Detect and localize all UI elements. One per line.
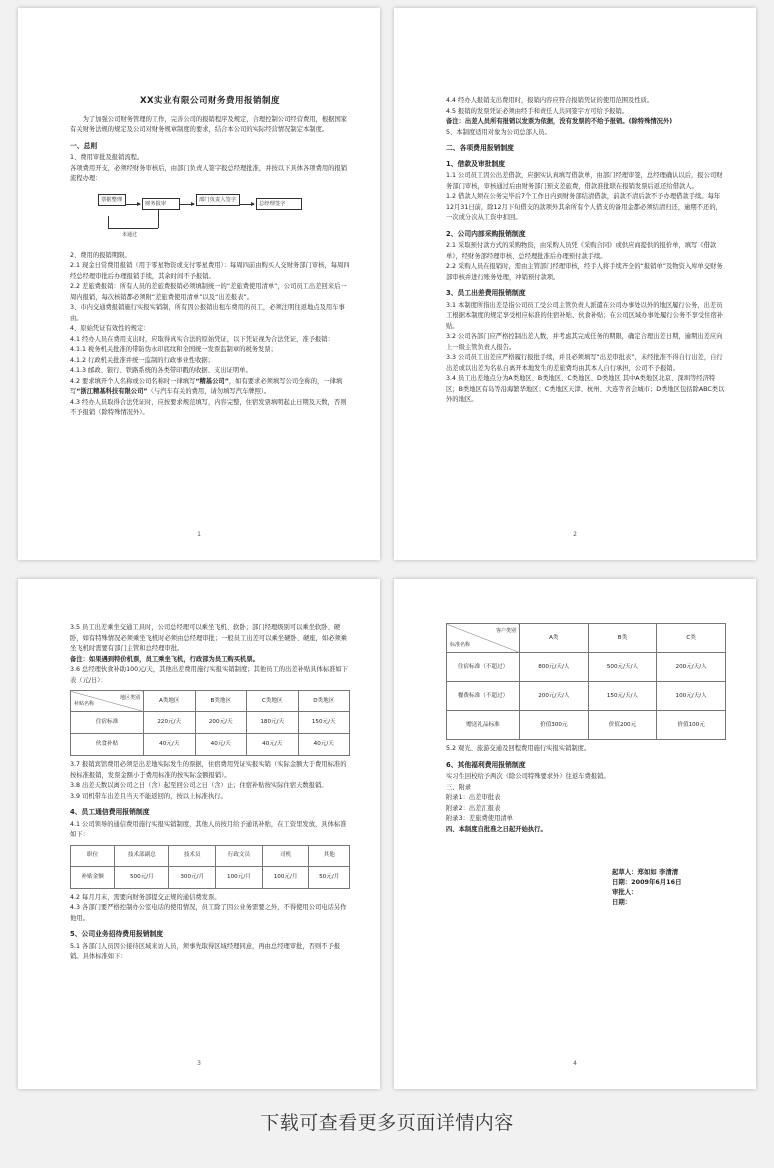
flow-arrow xyxy=(180,204,194,205)
table-cell: 价值300元 xyxy=(520,711,589,740)
paragraph: 4.3 各部门要严格控制办公室电话的使用情况，员工除了因公业务需要之外，不得使用公司电话另作他用。 xyxy=(70,904,347,922)
travel-allowance-table xyxy=(70,690,350,756)
page-number: 2 xyxy=(573,531,577,538)
approval-flowchart xyxy=(70,188,350,248)
paragraph: 3.7 报销宾馆费用必须是出差地实际发生的票据，住宿费用凭证实报实销（实际金额大于费用标准的按标准报销，发票金额小于费用标准的按实际金额报销）。 xyxy=(70,761,347,779)
section-heading: 二、各项费用报销制度 xyxy=(446,144,514,152)
table-header-row xyxy=(71,845,350,866)
appendix-item: 附录1：出差审批表 xyxy=(446,794,501,801)
paragraph: 2、费用的报销期限。 xyxy=(70,251,131,259)
paragraph: 3.9 司机带车出差且当天不能返回的，按以上标准执行。 xyxy=(70,792,227,800)
table-cell: 500元/月 xyxy=(115,866,169,888)
flow-return-line xyxy=(108,228,158,229)
subsection-heading: 6、其他福利费用报销制度 xyxy=(446,760,526,769)
table-cell: 50元/月 xyxy=(309,866,350,888)
page-3-content xyxy=(70,623,350,963)
flow-step-receipts: 票据整理 xyxy=(98,194,126,206)
paragraph: 3.2 公司各部门应严格控制出差人数，并考虑其完成任务的期限，确定合理出差日期，逾期出差应向上一级主管负责人报告。 xyxy=(446,333,723,351)
page-2-content xyxy=(446,96,726,406)
appendix-heading: 三、附录 xyxy=(446,783,472,791)
table-cell: 价值200元 xyxy=(588,711,657,740)
paragraph: 1.2 借款人须在公务完毕后7个工作日内到财务部结清借款，前款不清后款不予办理借款手续。每年12月31日前，除12月下旬借支的款项外其余所有个人借支的备用金都必须结清归还，逾期不还的，一次或分次从工资中扣回。 xyxy=(446,193,722,221)
paragraph: 各项费用开支，必须经财务审核后，由部门负责人签字报总经理批准，并按以下具体各项费用的报销流程办理： xyxy=(70,164,348,182)
table-row xyxy=(71,712,350,734)
table-cell: 价值100元 xyxy=(657,711,726,740)
page-number: 4 xyxy=(573,1060,577,1067)
table-cell: 40元/天 xyxy=(144,734,196,756)
document-page-1 xyxy=(18,8,380,560)
table-cell: 150元/天/人 xyxy=(588,682,657,711)
text-run: （与汽车有关的费用，请勿填写汽车牌照）。 xyxy=(147,388,271,395)
paragraph: 4.2 每月月末，需要向财务部提交正规的通信费发票。 xyxy=(70,893,221,901)
table-header-cell: A类地区 xyxy=(144,691,196,712)
table-cell: 800元/天/人 xyxy=(520,653,589,682)
company-full-name: “浙江精基科技有限公司” xyxy=(76,388,148,395)
flow-return-line xyxy=(108,216,109,228)
row-label: 赠送礼品标准 xyxy=(447,711,520,740)
table-header-cell: A类 xyxy=(520,624,589,653)
approver-line: 审批人： xyxy=(612,888,638,896)
corner-label-bottom: 标准名称 xyxy=(450,641,471,648)
paragraph: 1.1 公司员工因公出差借款，应据实认真填写借款单，由部门经理审签，总经理确认以后，报公司财务部门审核，审核通过后由财务部门预支差旅费，借款准批联在报销发票后返还给借款人。 xyxy=(446,172,723,190)
table-header-cell: 行政文员 xyxy=(216,845,263,866)
row-label: 补贴金额 xyxy=(71,866,115,888)
drafter-line: 起草人：郑如如 李清清 xyxy=(612,868,679,876)
paragraph: 5.2 观光、旅游交通及回程费用施行实报实销制度。 xyxy=(446,745,591,752)
subsection-heading: 4、员工通信费用报销制度 xyxy=(70,808,150,816)
effective-clause: 四、本制度自批准之日起开始执行。 xyxy=(446,825,547,833)
paragraph xyxy=(70,377,350,398)
paragraph: 4.5 报销的发票凭证必须由经手和责任人共同签字方可给予报销。 xyxy=(446,107,629,115)
table-header-cell: D类地区 xyxy=(298,691,350,712)
table-row xyxy=(71,866,350,888)
page-number: 1 xyxy=(197,531,201,538)
corner-label-top: 客户类别 xyxy=(495,628,516,634)
paragraph: 3、市内交通费报销施行实报实销制，所有因公报销出租车费用的员工，必须注明往返地点及用车事由。 xyxy=(70,304,345,322)
table-row xyxy=(71,734,350,756)
flow-arrow xyxy=(240,204,254,205)
table-header-row xyxy=(447,624,726,653)
row-label: 餐费标准（不超过） xyxy=(447,682,520,711)
flow-step-gm: 总经理签字 xyxy=(256,198,302,210)
company-short-name: “精基公司” xyxy=(195,377,229,385)
table-corner-cell xyxy=(447,624,520,653)
table-cell: 220元/天 xyxy=(144,712,196,734)
corner-label-bottom: 补贴名称 xyxy=(74,700,95,707)
table-cell: 200元/天 xyxy=(195,712,247,734)
paragraph: 4.1.2 行政机关批准并统一监制的行政事业性收据； xyxy=(70,356,214,364)
document-page-3 xyxy=(18,579,380,1089)
paragraph: 4.1.3 邮政、银行、铁路系统的各类带印戳的收据、支出证明单。 xyxy=(70,367,252,374)
approval-date-line: 日期： xyxy=(612,898,632,906)
page-number: 3 xyxy=(197,1060,201,1067)
subsection-heading: 3、员工出差费用报销制度 xyxy=(446,289,526,297)
table-header-cell: C类 xyxy=(657,624,726,653)
flow-return-line xyxy=(158,210,159,228)
paragraph: 3.1 本制度所指出差是指公司员工受公司主管负责人派遣在公司办事处以外的地区履行公务，出差员工根据本制度的规定享受相应标准的住宿补贴、伙食补贴；在公司区域办事处履行公务不享受住宿补贴。 xyxy=(446,301,724,330)
appendix-item: 附录2：出差汇报表 xyxy=(446,804,501,812)
table-header-cell: 技术部副总 xyxy=(115,845,169,866)
paragraph: 4、原始凭证有效性的规定： xyxy=(70,325,150,332)
text-run: ，如有要求必须填写公司全称的，一律填写 xyxy=(70,377,343,395)
table-cell: 100元/月 xyxy=(216,866,263,888)
paragraph: 2.1 采取预付款方式的采购物资，由采购人员凭《采购合同》或供应商提供的报价单，填写《借款单》，经财务部经理审核、总经理批准后办理预付款手续。 xyxy=(446,242,717,260)
note: 备注：出差人员所有报销以发票为依据，没有发票的不给予报销。(除特殊情况外) xyxy=(446,118,673,125)
table-header-row xyxy=(71,691,350,712)
table-header-cell: 其他 xyxy=(309,845,350,866)
subsection-heading: 5、公司业务招待费用报销制度 xyxy=(70,930,164,938)
paragraph: 4.1 公司领导的通信费用施行实报实销制度，其他人员按月给予通讯补贴，在工资里发放，具体标准如下： xyxy=(70,820,347,838)
page-1-content xyxy=(70,96,350,419)
paragraph: 3.4 员工出差地点分为A类地区、B类地区、C类地区、D类地区 其中A类地区北京、深圳等经济特区；B类地区有岛等沿海繁华地区；C类地区天津、杭州、大连等省会城市；D类地区包括除ABC类以外的地区。 xyxy=(446,375,725,403)
table-header-cell: 司机 xyxy=(262,845,309,866)
note: 备注：如果遇到特价机票，员工乘坐飞机，行政部为员工购买机票。 xyxy=(70,655,259,663)
flow-step-dept-head: 部门负责人签字 xyxy=(196,194,240,206)
signature-block xyxy=(612,867,681,907)
document-page-4 xyxy=(394,579,756,1089)
paragraph: 3.8 出差天数以离公司之日（含）起至回公司之日（含）止；住宿补贴按实际住宿天数报销。 xyxy=(70,782,328,789)
draft-date-line: 日期：2009年6月16日 xyxy=(612,878,682,886)
paragraph: 5.1 各部门人员因公接待区域来访人员，须事先取得区域经理同意，再由总经理审批，否则不予报销。具体标准如下： xyxy=(70,942,341,960)
table-row xyxy=(447,711,726,740)
table-corner-cell xyxy=(71,691,144,712)
document-page-2 xyxy=(394,8,756,560)
row-label: 住宿标准 xyxy=(71,712,144,734)
paragraph: 4.1 经办人员在费用支出时，应取得真实合法的原始凭证，以下凭证视为合法凭证，准予报销： xyxy=(70,335,334,343)
table-cell: 40元/天 xyxy=(195,734,247,756)
table-cell: 40元/天 xyxy=(298,734,350,756)
table-header-cell: C类地区 xyxy=(247,691,299,712)
paragraph: 3.3 公司员工出差应严格履行报批手续，并且必须填写“出差审批表”，未经批准不得自行出差，自行出差或以出差为名私自离开本地发生的差旅费均由其本人自行承担，公司不予报销。 xyxy=(446,354,723,372)
table-cell: 150元/天 xyxy=(298,712,350,734)
paragraph: 3.5 员工出差乘坐交通工具时，公司总经理可以乘坐飞机、软卧；部门经理级别可以乘坐软卧、硬卧，如有特殊情况必须乘坐飞机时必须由总经理审批；一般员工出差可以乘坐硬卧、硬座，如必须乘坐飞机时需要有部门主管和总经理审批。 xyxy=(70,624,348,652)
document-title: XX实业有限公司财务费用报销制度 xyxy=(139,96,281,106)
flow-arrow xyxy=(126,204,140,205)
subsection-heading: 2、公司内部采购报销制度 xyxy=(446,229,526,238)
paragraph: 实习生回校给予两次（除公司特殊要求外）往返车费报销。 xyxy=(446,773,610,780)
table-header-cell: B类地区 xyxy=(195,691,247,712)
table-header-cell: B类 xyxy=(588,624,657,653)
paragraph: 2.2 采购人员在报销时，需由主管部门经理审核，经手人将手续齐全的“报销单”及物资入库单交财务部审核并进行账务处理，冲销预付款项。 xyxy=(446,263,723,281)
section-heading: 一、总则 xyxy=(70,141,98,150)
download-more-caption: 下载可查看更多页面详情内容 xyxy=(260,1112,514,1134)
appendix-item: 附录3：差旅费使用清单 xyxy=(446,815,513,822)
text-run: 4.2 要求填开个人名称或公司名称时一律填写 xyxy=(70,377,196,385)
row-label: 住宿标准（不超过） xyxy=(447,653,520,682)
intro-paragraph: 为了加强公司财务管理的工作，完善公司的报销程序及规定，合理控制公司经营费用，根据国家有关财务法规的规定及公司对财务规章制度的要求，结合本公司的实际经营情况制定本制度。 xyxy=(70,115,348,133)
subsection-heading: 1、借款及审批制度 xyxy=(446,159,506,168)
row-label: 伙食补贴 xyxy=(71,734,144,756)
table-cell: 200元/天/人 xyxy=(657,653,726,682)
table-cell: 200元/天/人 xyxy=(520,682,589,711)
paragraph: 2.2 差旅费报销：所有人员的差旅费报销必须填制统一的“差旅费使用清单”，公司员工出差回来后一周内报销，每次核销都必须附“差旅费使用清单”以及“出差报表”。 xyxy=(70,283,347,301)
flow-step-finance: 财务报审 xyxy=(142,198,180,210)
table-cell: 40元/天 xyxy=(247,734,299,756)
table-header-cell: 技术员 xyxy=(169,845,216,866)
paragraph: 2.1 现金日常费用报销（用于零星物资或支付零星费用）：每周四前由购买人交财务部门审核，每周四经总经理审批后办理报销手续，其余时间不予报销。 xyxy=(70,262,350,280)
table-row xyxy=(447,682,726,711)
table-cell: 100元/月 xyxy=(262,866,309,888)
table-row xyxy=(447,653,726,682)
table-cell: 500元/天/人 xyxy=(588,653,657,682)
corner-label-top: 地区类别 xyxy=(119,695,140,701)
paragraph: 5、本制度适用对象为公司总部人员。 xyxy=(446,128,551,136)
hospitality-standard-table xyxy=(446,623,726,740)
communication-allowance-table xyxy=(70,845,350,889)
table-cell: 180元/天 xyxy=(247,712,299,734)
table-cell: 100元/天/人 xyxy=(657,682,726,711)
paragraph: 4.4 经办人报销支出费用时，报销内容应符合报销凭证的使用范围及性质。 xyxy=(446,97,654,104)
table-cell: 300元/月 xyxy=(169,866,216,888)
paragraph: 3.6 总经理伙食补助100元/天，其他出差费用施行实报实销制度；其他员工的出差补贴具体标准如下表（元/日）： xyxy=(70,666,349,684)
paragraph: 1、费用审批及报销流程。 xyxy=(70,154,144,161)
paragraph: 4.1.1 税务机关批准的带防伪水印底纹和全国统一发票监制章的税务发票； xyxy=(70,346,277,353)
page-4-content xyxy=(446,619,726,835)
table-header-cell: 职位 xyxy=(71,845,115,866)
flow-return-label: 未通过 xyxy=(122,231,138,238)
paragraph: 4.3 经办人员取得合法凭证时，应按要求规范填写，内容完整，住宿发票填明起止日期及天数，否则不予报销（除特殊情况外）。 xyxy=(70,398,347,416)
